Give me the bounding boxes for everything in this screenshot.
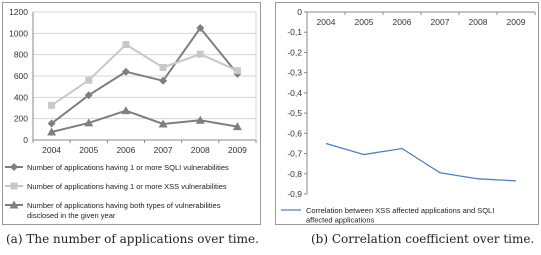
x-tick-label: 2009 bbox=[506, 17, 526, 27]
legend-entry-1 bbox=[5, 163, 229, 172]
caption-right: (b) Correlation coefficient over time. bbox=[311, 232, 535, 246]
y-tick-label: 400 bbox=[13, 92, 28, 103]
y-tick-label: -0,5 bbox=[287, 108, 302, 119]
correlation-line-chart bbox=[273, 0, 541, 228]
legend-label: Number of applications having both types of vulnerabilities disclosed in the given year bbox=[27, 201, 221, 220]
y-tick-label: 1000 bbox=[9, 28, 28, 39]
x-tick-label: 2005 bbox=[354, 17, 374, 27]
chart-border bbox=[276, 3, 539, 225]
chart-panel-correlation bbox=[273, 0, 541, 228]
y-tick-label: -0,7 bbox=[287, 148, 302, 159]
y-tick-label: 1200 bbox=[9, 7, 28, 17]
y-tick-label: 0 bbox=[23, 135, 28, 145]
data-point bbox=[160, 64, 167, 71]
legend-label: Number of applications having 1 or more XSS vulnerabilities bbox=[27, 182, 227, 191]
data-point bbox=[48, 102, 55, 109]
x-tick-label: 2007 bbox=[430, 17, 450, 27]
y-tick-label: 200 bbox=[13, 113, 28, 124]
y-tick-label: 800 bbox=[13, 49, 28, 60]
y-tick-label: -0,9 bbox=[287, 189, 302, 199]
data-point bbox=[234, 67, 241, 74]
data-point bbox=[85, 77, 92, 84]
x-tick-label: 2006 bbox=[392, 17, 412, 27]
y-tick-label: -0,4 bbox=[287, 87, 302, 98]
y-tick-label: 600 bbox=[13, 71, 28, 81]
x-tick-label: 2008 bbox=[190, 145, 210, 155]
x-tick-label: 2004 bbox=[42, 145, 62, 155]
y-tick-label: -0,1 bbox=[287, 27, 302, 38]
legend-entry-2 bbox=[5, 182, 227, 191]
legend-marker bbox=[11, 183, 18, 190]
x-tick-label: 2004 bbox=[316, 17, 336, 27]
data-point bbox=[197, 51, 204, 58]
legend-label: Number of applications having 1 or more SQLI vulnerabilities bbox=[27, 163, 229, 172]
data-point bbox=[122, 41, 129, 48]
chart-panel-applications bbox=[0, 0, 265, 228]
x-tick-label: 2008 bbox=[468, 17, 488, 27]
y-tick-label: -0,6 bbox=[287, 128, 302, 139]
y-tick-label: -0,8 bbox=[287, 168, 302, 179]
y-tick-label: -0,3 bbox=[287, 67, 302, 78]
y-tick-label: -0,2 bbox=[287, 47, 302, 58]
x-tick-label: 2006 bbox=[116, 145, 136, 155]
caption-left: (a) The number of applications over time. bbox=[6, 232, 259, 246]
x-tick-label: 2009 bbox=[227, 145, 247, 155]
x-tick-label: 2005 bbox=[79, 145, 99, 155]
y-tick-label: 0 bbox=[297, 7, 302, 17]
x-tick-label: 2007 bbox=[153, 145, 173, 155]
applications-line-chart bbox=[0, 0, 265, 228]
legend-label: Correlation between XSS affected applications and SQLI affected applications bbox=[306, 206, 495, 225]
